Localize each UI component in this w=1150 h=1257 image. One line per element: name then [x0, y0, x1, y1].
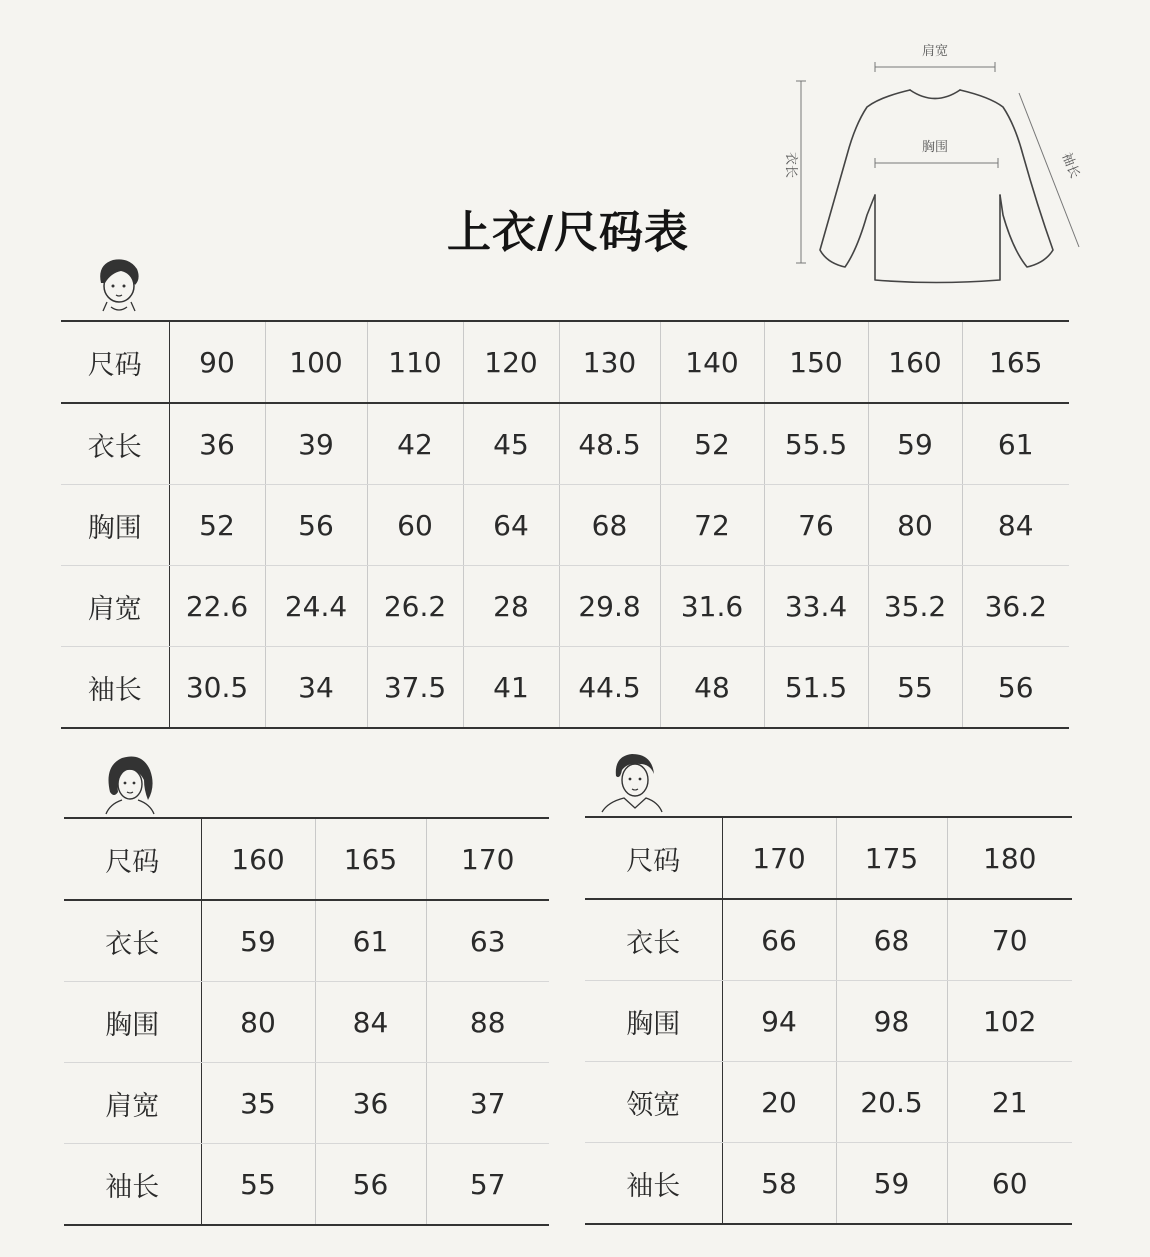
table-cell: 34: [265, 647, 367, 729]
table-cell: 48: [660, 647, 764, 729]
table-row: [585, 1062, 1072, 1143]
chest-label: 胸围: [921, 140, 949, 155]
table-cell: 33.4: [764, 566, 868, 647]
table-cell: 68: [559, 485, 660, 566]
header-cell: 160: [868, 321, 962, 403]
table-cell: 58: [722, 1143, 836, 1225]
table-cell: 21: [947, 1062, 1072, 1143]
header-cell: 尺码: [61, 321, 169, 403]
table-row: [64, 1144, 549, 1226]
table-cell: 22.6: [169, 566, 265, 647]
table-cell: 59: [868, 403, 962, 485]
row-label: 衣长: [61, 403, 169, 485]
row-label: 袖长: [585, 1143, 722, 1225]
table-cell: 76: [764, 485, 868, 566]
row-label: 胸围: [585, 981, 722, 1062]
table-header-row: [585, 817, 1072, 899]
table-cell: 68: [836, 899, 947, 981]
header-cell: 120: [463, 321, 559, 403]
table-cell: 61: [962, 403, 1069, 485]
table-cell: 36.2: [962, 566, 1069, 647]
table-cell: 56: [315, 1144, 426, 1226]
table-cell: 80: [201, 982, 315, 1063]
header-cell: 170: [426, 818, 549, 900]
row-label: 胸围: [61, 485, 169, 566]
header-cell: 100: [265, 321, 367, 403]
header-cell: 175: [836, 817, 947, 899]
header-cell: 165: [962, 321, 1069, 403]
table-cell: 20: [722, 1062, 836, 1143]
header-cell: 150: [764, 321, 868, 403]
table-cell: 94: [722, 981, 836, 1062]
table-cell: 41: [463, 647, 559, 729]
table-cell: 30.5: [169, 647, 265, 729]
table-cell: 24.4: [265, 566, 367, 647]
row-label: 胸围: [64, 982, 201, 1063]
table-row: [64, 982, 549, 1063]
table-row: [64, 900, 549, 982]
table-row: [64, 1063, 549, 1144]
table-cell: 37.5: [367, 647, 463, 729]
table-cell: 44.5: [559, 647, 660, 729]
table-cell: 20.5: [836, 1062, 947, 1143]
table-cell: 72: [660, 485, 764, 566]
man-avatar-icon: [598, 750, 664, 814]
table-cell: 35.2: [868, 566, 962, 647]
table-row: [585, 981, 1072, 1062]
table-cell: 59: [201, 900, 315, 982]
table-cell: 51.5: [764, 647, 868, 729]
header-cell: 尺码: [64, 818, 201, 900]
table-cell: 35: [201, 1063, 315, 1144]
table-cell: 28: [463, 566, 559, 647]
shoulder-width-label: 肩宽: [921, 44, 949, 59]
header-cell: 尺码: [585, 817, 722, 899]
table-header-row: [61, 321, 1069, 403]
table-cell: 102: [947, 981, 1072, 1062]
table-row: [61, 647, 1069, 729]
row-label: 衣长: [585, 899, 722, 981]
row-label: 袖长: [61, 647, 169, 729]
table-cell: 98: [836, 981, 947, 1062]
length-label: 衣长: [783, 151, 798, 179]
row-label: 衣长: [64, 900, 201, 982]
row-label: 袖长: [64, 1144, 201, 1226]
table-cell: 48.5: [559, 403, 660, 485]
table-cell: 84: [315, 982, 426, 1063]
table-cell: 80: [868, 485, 962, 566]
table-row: [585, 899, 1072, 981]
table-cell: 63: [426, 900, 549, 982]
header-cell: 90: [169, 321, 265, 403]
header-cell: 170: [722, 817, 836, 899]
table-cell: 52: [169, 485, 265, 566]
table-cell: 37: [426, 1063, 549, 1144]
sleeve-label: 袖长: [1058, 150, 1083, 181]
table-cell: 31.6: [660, 566, 764, 647]
table-cell: 39: [265, 403, 367, 485]
table-cell: 56: [962, 647, 1069, 729]
table-cell: 36: [315, 1063, 426, 1144]
table-cell: 88: [426, 982, 549, 1063]
header-cell: 165: [315, 818, 426, 900]
header-cell: 110: [367, 321, 463, 403]
row-label: 领宽: [585, 1062, 722, 1143]
page-title: 上衣/尺码表: [446, 207, 690, 258]
table-row: [61, 566, 1069, 647]
table-row: [61, 485, 1069, 566]
table-row: [585, 1143, 1072, 1225]
table-cell: 52: [660, 403, 764, 485]
row-label: 肩宽: [61, 566, 169, 647]
row-label: 肩宽: [64, 1063, 201, 1144]
table-cell: 55.5: [764, 403, 868, 485]
header-cell: 180: [947, 817, 1072, 899]
header-cell: 130: [559, 321, 660, 403]
woman-avatar-icon: [100, 752, 158, 816]
table-cell: 60: [947, 1143, 1072, 1225]
table-row: [61, 403, 1069, 485]
sweater-measurement-diagram: [775, 35, 1095, 295]
table-cell: 64: [463, 485, 559, 566]
table-cell: 55: [868, 647, 962, 729]
table-cell: 60: [367, 485, 463, 566]
header-cell: 140: [660, 321, 764, 403]
kids-size-table: [61, 320, 1069, 729]
header-cell: 160: [201, 818, 315, 900]
table-cell: 59: [836, 1143, 947, 1225]
table-cell: 42: [367, 403, 463, 485]
table-cell: 57: [426, 1144, 549, 1226]
women-size-table: [64, 817, 549, 1226]
table-cell: 45: [463, 403, 559, 485]
table-cell: 29.8: [559, 566, 660, 647]
table-header-row: [64, 818, 549, 900]
men-size-table: [585, 816, 1072, 1225]
table-cell: 61: [315, 900, 426, 982]
table-cell: 70: [947, 899, 1072, 981]
table-cell: 55: [201, 1144, 315, 1226]
table-cell: 66: [722, 899, 836, 981]
table-cell: 56: [265, 485, 367, 566]
kid-avatar-icon: [93, 255, 143, 315]
table-cell: 26.2: [367, 566, 463, 647]
table-cell: 36: [169, 403, 265, 485]
table-cell: 84: [962, 485, 1069, 566]
